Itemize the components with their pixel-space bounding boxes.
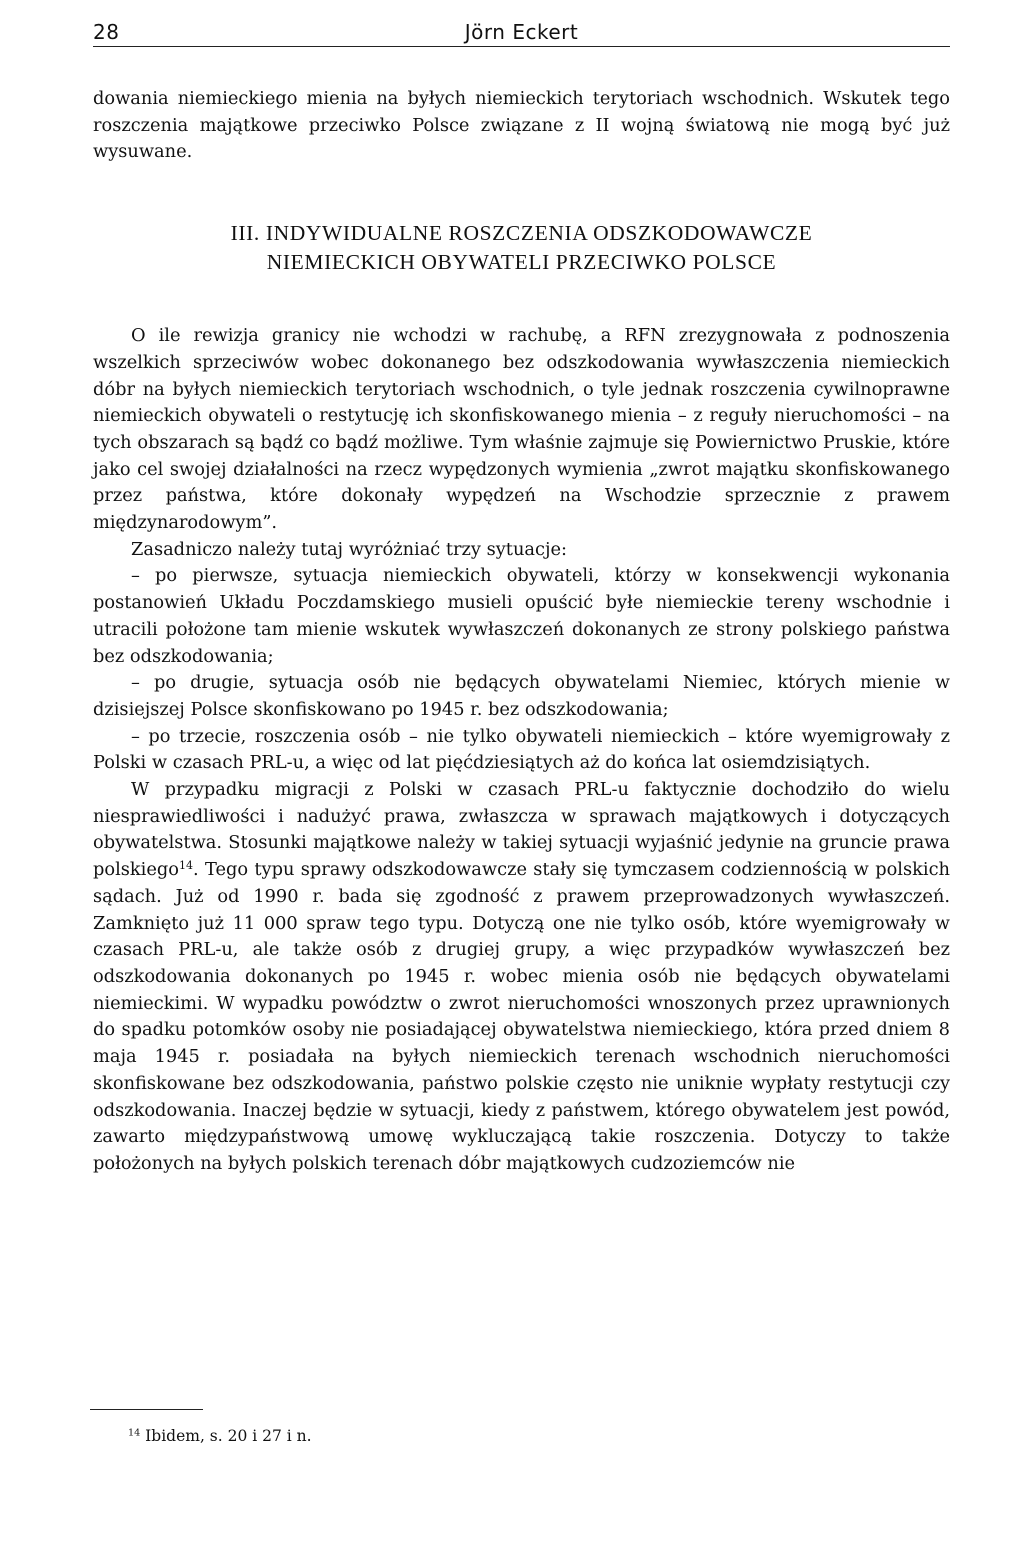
footnote xyxy=(128,1426,312,1446)
list-item-second: – po drugie, sytuacja osób nie będących obywatelami Niemiec, których mienie w dzisiejszej Polsce skonfiskowano po 1945 r. bez odszkodowania; xyxy=(93,672,950,720)
footnote-text: Ibidem, s. 20 i 27 i n. xyxy=(145,1427,312,1445)
paragraph-last-part-1: W przypadku migracji z Polski w czasach PRL-u faktycznie dochodziło do wielu niesprawiedliwości i nadużyć prawa, zwłaszcza w sprawach majątkowych i dotyczących obywatelstwa. Stosunki majątkowe należy w takiej sytuacji wyjaśnić jedynie na gruncie prawa polskiego xyxy=(93,779,950,881)
section-heading-line-2: NIEMIECKICH OBYWATELI PRZECIWKO POLSCE xyxy=(266,250,777,275)
intro-paragraph: dowania niemieckiego mienia na byłych niemieckich terytoriach wschodnich. Wskutek tego roszczenia majątkowe przeciwko Polsce związane z II wojną światową nie mogą być już wysuwane. xyxy=(93,88,950,163)
paragraph-2: Zasadniczo należy tutaj wyróżniać trzy sytuacje: xyxy=(131,538,567,560)
footnote-marker: 14 xyxy=(128,1427,141,1439)
page-number: 28 xyxy=(93,20,120,44)
section-heading xyxy=(93,219,950,277)
running-header xyxy=(93,18,950,48)
footnote-rule xyxy=(90,1409,203,1410)
header-rule xyxy=(93,46,950,47)
paragraph-1: O ile rewizja granicy nie wchodzi w rachubę, a RFN zrezygnowała z podnoszenia wszelkich sprzeciwów wobec dokonanego bez odszkodowania wywłaszczenia niemieckich dóbr na byłych niemieckich terytoriach wschodnich, o tyle jednak roszczenia cywilnoprawne niemieckich obywateli o restytucję ich skonfiskowanego mienia – z reguły nieruchomości – na tych obszarach są bądź co bądź możliwe. Tym właśnie zajmuje się Powiernictwo Pruskie, które jako cel swojej działalności na rzecz wypędzonych wymienia „zwrot majątku skonfiskowanego przez państwa, które dokonały wypędzeń na Wschodzie sprzecznie z prawem międzynarodowym”. xyxy=(93,325,950,534)
running-head-author: Jörn Eckert xyxy=(464,20,579,44)
paragraph-last xyxy=(93,777,950,1178)
paragraph-last-part-2: . Tego typu sprawy odszkodowawcze stały się tymczasem codziennością w polskich sądach. Już od 1990 r. bada się zgodność z prawem przeprowadzonych wywłaszczeń. Zamknięto już 11 000 spraw tego typu. Dotyczą one nie tylko osób, które wyemigrowały w czasach PRL-u, ale także osób z drugiej grupy, a więc przypadków wywłaszczeń bez odszkodowania dokonanych po 1945 r. wobec mienia osób nie będących obywatelami niemieckimi. W wypadku powództw o zwrot nieruchomości wnoszonych przez uprawnionych do spadku potomków osoby nie posiadającej obywatelstwa niemieckiego, która przed dniem 8 maja 1945 r. posiadała na byłych niemieckich terenach wschodnich nieruchomości skonfiskowane bez odszkodowania, państwo polskie często nie uniknie wypłaty restytucji czy odszkodowania. Inaczej będzie w sytuacji, kiedy z państwem, którego obywatelem jest powód, zawarto międzypaństwową umowę wykluczającą takie roszczenia. Dotyczy to także położonych na byłych polskich terenach dóbr majątkowych cudzoziemców nie xyxy=(93,859,950,1174)
section-heading-line-1: III. INDYWIDUALNE ROSZCZENIA ODSZKODOWAWCZE xyxy=(230,221,813,246)
list-item-first: – po pierwsze, sytuacja niemieckich obywateli, którzy w konsekwencji wykonania postanowień Układu Poczdamskiego musieli opuścić byłe niemieckie tereny wschodnie i utracili położone tam mienie wskutek wywłaszczeń dokonanych ze strony polskiego państwa bez odszkodowania; xyxy=(93,565,950,667)
main-text xyxy=(93,86,950,1178)
list-item-third: – po trzecie, roszczenia osób – nie tylko obywateli niemieckich – które wyemigrowały z Polski w czasach PRL-u, a więc od lat pięćdziesiątych aż do końca lat osiemdzisiątych. xyxy=(93,725,950,774)
footnote-reference[interactable]: 14 xyxy=(178,859,194,873)
